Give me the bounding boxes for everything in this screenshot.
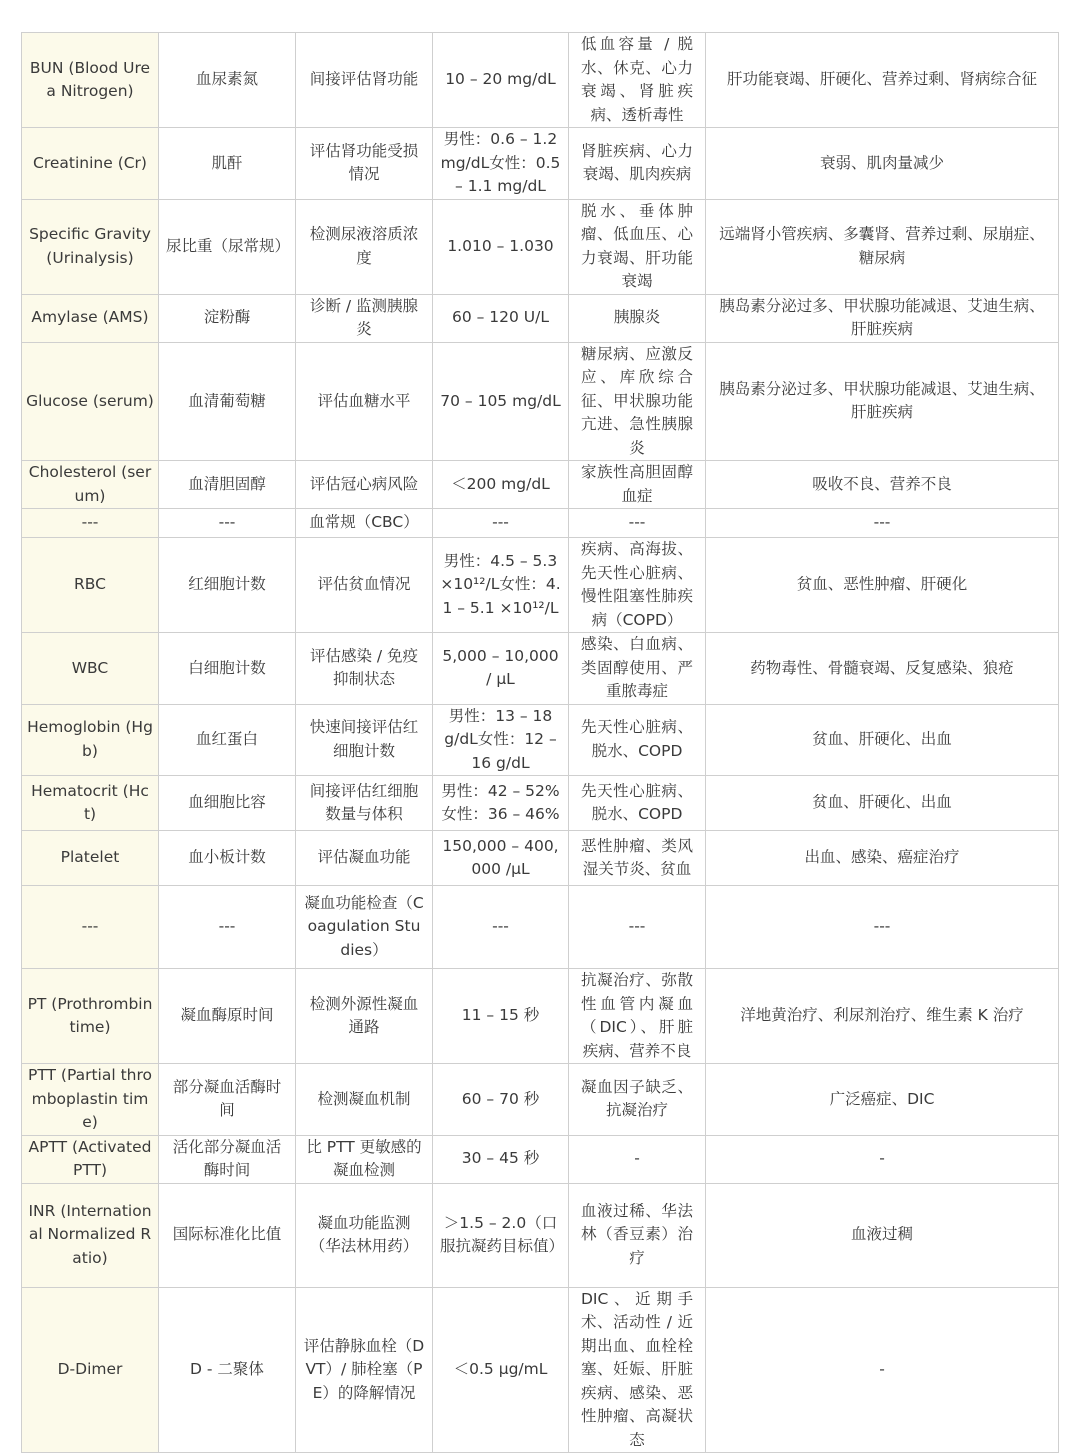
test-name-cell: Creatinine (Cr)	[22, 128, 159, 200]
reference-range-cell: 1.010 – 1.030	[433, 199, 569, 294]
table-row	[22, 199, 1059, 294]
reference-range-cell: 男性：4.5 – 5.3 ×10¹²/L女性：4.1 – 5.1 ×10¹²/L	[433, 538, 569, 633]
purpose-cell: 诊断 / 监测胰腺炎	[296, 294, 433, 342]
reference-range-cell: 男性：42 – 52% 女性：36 – 46%	[433, 776, 569, 831]
chinese-name-cell: ---	[159, 886, 296, 969]
decreased-cause-cell: 肝功能衰竭、肝硬化、营养过剩、肾病综合征	[706, 33, 1059, 128]
chinese-name-cell: 肌酐	[159, 128, 296, 200]
decreased-cause-cell: ---	[706, 886, 1059, 969]
chinese-name-cell: 血细胞比容	[159, 776, 296, 831]
test-name-cell: Specific Gravity (Urinalysis)	[22, 199, 159, 294]
chinese-name-cell: 白细胞计数	[159, 633, 296, 705]
purpose-cell: 检测凝血机制	[296, 1064, 433, 1136]
test-name-cell: PT (Prothrombin time)	[22, 969, 159, 1064]
test-name-cell: Amylase (AMS)	[22, 294, 159, 342]
test-name-cell: ---	[22, 509, 159, 538]
purpose-cell: 评估感染 / 免疫抑制状态	[296, 633, 433, 705]
reference-range-cell: ＜0.5 μg/mL	[433, 1287, 569, 1453]
increased-cause-cell: ---	[569, 886, 706, 969]
purpose-cell: 间接评估红细胞数量与体积	[296, 776, 433, 831]
purpose-cell: 检测尿液溶质浓度	[296, 199, 433, 294]
reference-range-cell: 11 – 15 秒	[433, 969, 569, 1064]
decreased-cause-cell: 吸收不良、营养不良	[706, 461, 1059, 509]
increased-cause-cell: DIC、近期手术、活动性 / 近期出血、血栓栓塞、妊娠、肝脏疾病、感染、恶性肿瘤、高凝状态	[569, 1287, 706, 1453]
reference-range-cell: 男性：0.6 – 1.2 mg/dL女性：0.5 – 1.1 mg/dL	[433, 128, 569, 200]
increased-cause-cell: 感染、白血病、类固醇使用、严重脓毒症	[569, 633, 706, 705]
table-row	[22, 538, 1059, 633]
table-row	[22, 776, 1059, 831]
table-row	[22, 1064, 1059, 1136]
increased-cause-cell: ---	[569, 509, 706, 538]
test-name-cell: BUN (Blood Urea Nitrogen)	[22, 33, 159, 128]
chinese-name-cell: 尿比重（尿常规）	[159, 199, 296, 294]
reference-range-cell: 5,000 – 10,000 / μL	[433, 633, 569, 705]
table-row	[22, 1287, 1059, 1453]
increased-cause-cell: 肾脏疾病、心力衰竭、肌肉疾病	[569, 128, 706, 200]
purpose-cell: 凝血功能监测（华法林用药）	[296, 1183, 433, 1287]
table-row	[22, 969, 1059, 1064]
purpose-cell: 评估贫血情况	[296, 538, 433, 633]
increased-cause-cell: 家族性高胆固醇血症	[569, 461, 706, 509]
increased-cause-cell: 低血容量 / 脱水、休克、心力衰竭、肾脏疾病、透析毒性	[569, 33, 706, 128]
reference-range-cell: 60 – 120 U/L	[433, 294, 569, 342]
decreased-cause-cell: ---	[706, 509, 1059, 538]
test-name-cell: APTT (Activated PTT)	[22, 1135, 159, 1183]
purpose-cell: 间接评估肾功能	[296, 33, 433, 128]
table-row	[22, 633, 1059, 705]
purpose-cell: 快速间接评估红细胞计数	[296, 704, 433, 776]
purpose-cell: 血常规（CBC）	[296, 509, 433, 538]
purpose-cell: 评估凝血功能	[296, 831, 433, 886]
chinese-name-cell: 血尿素氮	[159, 33, 296, 128]
increased-cause-cell: 凝血因子缺乏、抗凝治疗	[569, 1064, 706, 1136]
decreased-cause-cell: 胰岛素分泌过多、甲状腺功能减退、艾迪生病、肝脏疾病	[706, 342, 1059, 461]
reference-range-cell: ---	[433, 509, 569, 538]
decreased-cause-cell: 衰弱、肌肉量减少	[706, 128, 1059, 200]
increased-cause-cell: 先天性心脏病、脱水、COPD	[569, 776, 706, 831]
chinese-name-cell: ---	[159, 509, 296, 538]
increased-cause-cell: 先天性心脏病、脱水、COPD	[569, 704, 706, 776]
test-name-cell: INR (International Normalized Ratio)	[22, 1183, 159, 1287]
increased-cause-cell: 抗凝治疗、弥散性血管内凝血（DIC）、肝脏疾病、营养不良	[569, 969, 706, 1064]
lab-reference-table	[21, 32, 1059, 1453]
reference-range-cell: ＞1.5 – 2.0（口服抗凝药目标值）	[433, 1183, 569, 1287]
reference-range-cell: 70 – 105 mg/dL	[433, 342, 569, 461]
increased-cause-cell: 血液过稀、华法林（香豆素）治疗	[569, 1183, 706, 1287]
test-name-cell: Hemoglobin (Hgb)	[22, 704, 159, 776]
purpose-cell: 比 PTT 更敏感的凝血检测	[296, 1135, 433, 1183]
table-row	[22, 509, 1059, 538]
table-row	[22, 704, 1059, 776]
decreased-cause-cell: 药物毒性、骨髓衰竭、反复感染、狼疮	[706, 633, 1059, 705]
reference-range-cell: 150,000 – 400,000 /μL	[433, 831, 569, 886]
decreased-cause-cell: 血液过稠	[706, 1183, 1059, 1287]
test-name-cell: ---	[22, 886, 159, 969]
purpose-cell: 评估血糖水平	[296, 342, 433, 461]
reference-range-cell: 男性：13 – 18 g/dL女性：12 – 16 g/dL	[433, 704, 569, 776]
decreased-cause-cell: 贫血、恶性肿瘤、肝硬化	[706, 538, 1059, 633]
purpose-cell: 凝血功能检查（Coagulation Studies）	[296, 886, 433, 969]
table-row	[22, 33, 1059, 128]
increased-cause-cell: 胰腺炎	[569, 294, 706, 342]
reference-range-cell: ---	[433, 886, 569, 969]
test-name-cell: RBC	[22, 538, 159, 633]
table-row	[22, 294, 1059, 342]
reference-range-cell: 30 – 45 秒	[433, 1135, 569, 1183]
reference-range-cell: ＜200 mg/dL	[433, 461, 569, 509]
test-name-cell: Platelet	[22, 831, 159, 886]
chinese-name-cell: 部分凝血活酶时间	[159, 1064, 296, 1136]
decreased-cause-cell: 广泛癌症、DIC	[706, 1064, 1059, 1136]
chinese-name-cell: 血清葡萄糖	[159, 342, 296, 461]
test-name-cell: WBC	[22, 633, 159, 705]
table-row	[22, 1135, 1059, 1183]
purpose-cell: 评估静脉血栓（DVT）/ 肺栓塞（PE）的降解情况	[296, 1287, 433, 1453]
purpose-cell: 检测外源性凝血通路	[296, 969, 433, 1064]
chinese-name-cell: 红细胞计数	[159, 538, 296, 633]
chinese-name-cell: 凝血酶原时间	[159, 969, 296, 1064]
table-row	[22, 461, 1059, 509]
chinese-name-cell: 血清胆固醇	[159, 461, 296, 509]
test-name-cell: Hematocrit (Hct)	[22, 776, 159, 831]
increased-cause-cell: -	[569, 1135, 706, 1183]
table-row	[22, 886, 1059, 969]
table-row	[22, 342, 1059, 461]
table-row	[22, 831, 1059, 886]
increased-cause-cell: 恶性肿瘤、类风湿关节炎、贫血	[569, 831, 706, 886]
chinese-name-cell: 淀粉酶	[159, 294, 296, 342]
decreased-cause-cell: 贫血、肝硬化、出血	[706, 776, 1059, 831]
table-row	[22, 1183, 1059, 1287]
decreased-cause-cell: 出血、感染、癌症治疗	[706, 831, 1059, 886]
chinese-name-cell: 血小板计数	[159, 831, 296, 886]
decreased-cause-cell: -	[706, 1135, 1059, 1183]
chinese-name-cell: 活化部分凝血活酶时间	[159, 1135, 296, 1183]
decreased-cause-cell: 胰岛素分泌过多、甲状腺功能减退、艾迪生病、肝脏疾病	[706, 294, 1059, 342]
chinese-name-cell: 血红蛋白	[159, 704, 296, 776]
decreased-cause-cell: 洋地黄治疗、利尿剂治疗、维生素 K 治疗	[706, 969, 1059, 1064]
reference-range-cell: 10 – 20 mg/dL	[433, 33, 569, 128]
decreased-cause-cell: -	[706, 1287, 1059, 1453]
purpose-cell: 评估肾功能受损情况	[296, 128, 433, 200]
table-row	[22, 128, 1059, 200]
test-name-cell: Glucose (serum)	[22, 342, 159, 461]
increased-cause-cell: 疾病、高海拔、先天性心脏病、慢性阻塞性肺疾病（COPD）	[569, 538, 706, 633]
reference-range-cell: 60 – 70 秒	[433, 1064, 569, 1136]
decreased-cause-cell: 远端肾小管疾病、多囊肾、营养过剩、尿崩症、糖尿病	[706, 199, 1059, 294]
increased-cause-cell: 脱水、垂体肿瘤、低血压、心力衰竭、肝功能衰竭	[569, 199, 706, 294]
chinese-name-cell: D - 二聚体	[159, 1287, 296, 1453]
increased-cause-cell: 糖尿病、应激反应、库欣综合征、甲状腺功能亢进、急性胰腺炎	[569, 342, 706, 461]
test-name-cell: Cholesterol (serum)	[22, 461, 159, 509]
decreased-cause-cell: 贫血、肝硬化、出血	[706, 704, 1059, 776]
test-name-cell: PTT (Partial thromboplastin time)	[22, 1064, 159, 1136]
purpose-cell: 评估冠心病风险	[296, 461, 433, 509]
table-body	[22, 33, 1059, 1453]
test-name-cell: D-Dimer	[22, 1287, 159, 1453]
chinese-name-cell: 国际标准化比值	[159, 1183, 296, 1287]
